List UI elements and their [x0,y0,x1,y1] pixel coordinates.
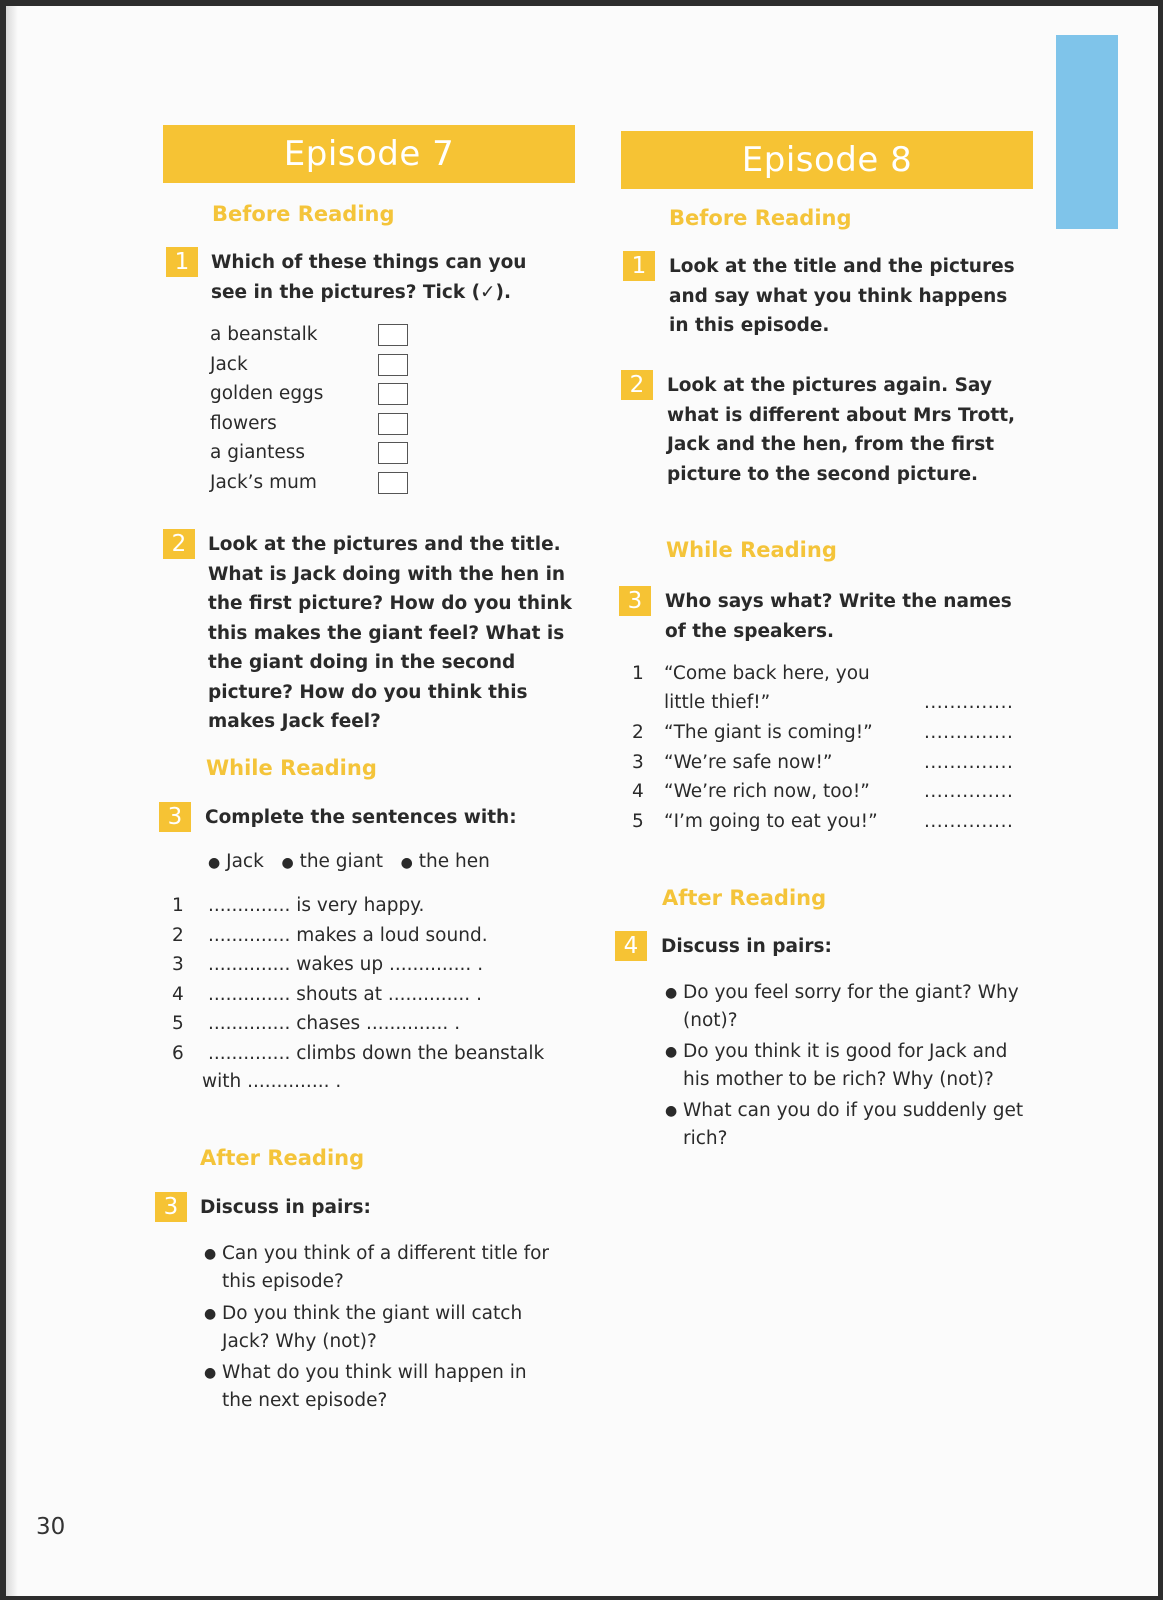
ep7-exercise-1-instruction: Which of these things can you see in the pictures? Tick (✓). [211,252,527,303]
ep8-exercise-4-number: 4 [615,931,647,961]
ep8-before-reading-heading: Before Reading [669,206,852,230]
ep8-exercise-3-number: 3 [619,586,651,616]
word-option: Jack [226,851,264,872]
tick-checkbox[interactable] [378,472,408,494]
speaker-blank[interactable]: .............. [924,722,1014,743]
sentence-number: 2 [172,924,184,946]
tick-checkbox[interactable] [378,442,408,464]
discussion-bullet [204,1300,562,1356]
checklist-item-label: golden eggs [210,383,324,404]
bullet-icon: ● [204,1306,217,1322]
ep8-after-reading-heading: After Reading [662,886,827,910]
ep7-exercise-1-number: 1 [166,247,198,277]
tick-checkbox[interactable] [378,324,408,346]
sentence-number: 4 [172,983,184,1005]
bullet-icon: ● [208,855,221,871]
quote-number: 5 [632,810,644,832]
ep8-exercise-1-instruction: Look at the title and the pictures and say what you think happens in this episode. [669,256,1015,336]
discussion-question: Can you think of a different title for this episode? [222,1243,550,1292]
discussion-question: Do you feel sorry for the giant? Why (not)? [683,982,1019,1031]
ep8-exercise-2-number: 2 [621,370,653,400]
sentence-text[interactable]: .............. chases .............. . [208,1013,461,1034]
discussion-bullet [204,1359,562,1415]
quote-row [632,777,870,807]
checklist-item-label: a giantess [210,442,306,463]
checklist-item [210,468,420,498]
bullet-icon: ● [204,1365,217,1381]
tick-checkbox[interactable] [378,383,408,405]
speaker-blank[interactable]: .............. [924,781,1014,802]
speaker-blank[interactable]: .............. [924,692,1014,713]
episode-8-banner: Episode 8 [621,131,1033,189]
sentence-number: 3 [172,954,184,975]
ep8-while-reading-heading: While Reading [666,538,837,562]
bullet-icon: ● [665,985,678,1001]
quote-text: “I’m going to eat you!” [664,810,878,832]
ep7-exercise-2-number: 2 [163,529,195,559]
sentence-number: 5 [172,1013,184,1034]
ep7-while-reading-heading: While Reading [206,756,377,780]
quote-text: “We’re rich now, too!” [664,781,870,802]
quote-text: “Come back here, you [664,663,870,684]
ep8-exercise-4-instruction: Discuss in pairs: [661,936,832,957]
bullet-icon: ● [281,855,294,871]
quote-number: 1 [632,663,644,684]
sentence-row [172,980,482,1010]
quote-row [632,748,832,778]
ep7-after-exercise-instruction: Discuss in pairs: [200,1197,371,1218]
bullet-icon: ● [665,1103,678,1119]
checklist-item [210,438,420,468]
sentence-row [172,891,424,921]
sentence-row [172,921,488,951]
word-option: the giant [299,851,384,872]
quote-number: 4 [632,781,644,802]
episode-7-banner: Episode 7 [163,125,575,183]
tick-checkbox[interactable] [378,413,408,435]
word-option: the hen [418,851,490,872]
bullet-icon: ● [204,1246,217,1262]
checklist-item [210,320,420,350]
quote-text: “The giant is coming!” [664,722,873,743]
checklist-item [210,379,420,409]
sentence-text[interactable]: .............. climbs down the beanstalk [208,1042,545,1064]
page-edge-tab [1056,35,1118,229]
quote-row [632,807,878,837]
page-binding-shadow [6,6,18,1596]
sentence-number: 6 [172,1042,184,1064]
quote-number: 2 [632,722,644,743]
sentence-text[interactable]: .............. wakes up .............. . [208,954,484,975]
page-number: 30 [36,1514,66,1540]
ep8-exercise-1-number: 1 [623,251,655,281]
ep7-after-reading-heading: After Reading [200,1146,365,1170]
sentence-number: 1 [172,895,184,916]
quote-text: little thief!” [664,692,771,713]
checklist-item-label: flowers [210,412,277,434]
ep7-exercise-3-number: 3 [159,802,191,832]
ep7-exercise-2-instruction: Look at the pictures and the title. What is Jack doing with the hen in the first picture? How do you think this makes the giant feel? What is the giant doing in the second picture? How do you think this makes Jack feel? [208,534,572,732]
quote-text: “We’re safe now!” [664,751,833,773]
quote-row-continued [664,688,770,718]
speaker-blank[interactable]: .............. [924,810,1014,832]
discussion-bullet [665,1038,1028,1094]
discussion-bullet [665,1097,1028,1153]
discussion-bullet [204,1240,562,1296]
checklist-item-label: Jack [210,353,248,375]
ep8-exercise-3-instruction: Who says what? Write the names of the speakers. [665,591,1012,642]
checklist-item [210,350,420,380]
sentence-text[interactable]: .............. is very happy. [208,895,425,916]
sentence-continuation[interactable]: with .............. . [202,1071,342,1092]
bullet-icon: ● [665,1044,678,1060]
sentence-row [172,950,483,980]
sentence-row [172,1009,460,1039]
checklist-item-label: a beanstalk [210,324,318,345]
discussion-question: Do you think the giant will catch Jack? Why (not)? [222,1303,523,1352]
quote-row [632,659,870,689]
sentence-text[interactable]: .............. makes a loud sound. [208,924,488,946]
workbook-page [6,6,1158,1596]
checklist-item [210,409,420,439]
ep7-after-exercise-number: 3 [155,1192,187,1222]
word-options [208,847,490,879]
bullet-icon: ● [400,855,413,871]
checklist-item-label: Jack’s mum [210,471,317,493]
sentence-text[interactable]: .............. shouts at .............. . [208,983,482,1005]
quote-row [632,718,873,748]
sentence-row [172,1039,544,1069]
tick-checkbox[interactable] [378,354,408,376]
speaker-blank[interactable]: .............. [924,751,1014,773]
discussion-bullet [665,979,1028,1035]
discussion-question: What can you do if you suddenly get rich? [683,1100,1024,1149]
discussion-question: Do you think it is good for Jack and his mother to be rich? Why (not)? [683,1041,1008,1090]
discussion-question: What do you think will happen in the next episode? [222,1362,527,1411]
ep7-before-reading-heading: Before Reading [212,202,395,226]
ep7-exercise-3-instruction: Complete the sentences with: [205,807,517,828]
ep8-exercise-2-instruction: Look at the pictures again. Say what is different about Mrs Trott, Jack and the hen, from the first picture to the second picture. [667,375,1016,485]
quote-number: 3 [632,751,644,773]
